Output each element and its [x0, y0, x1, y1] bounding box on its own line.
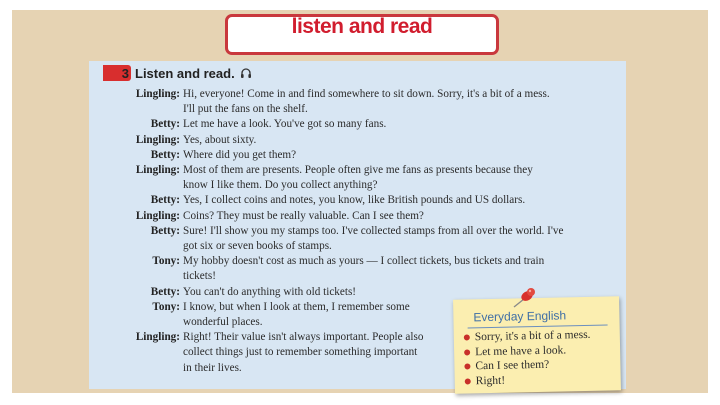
- note-item-text: Let me have a look.: [475, 343, 567, 358]
- slide-title: listen and read: [291, 15, 433, 38]
- speaker: Tony:: [152, 300, 180, 313]
- line-text: Let me have a look. You've got so many fans.: [183, 118, 387, 131]
- line-text: You can't do anything with old tickets!: [183, 285, 357, 298]
- dialogue-line: [89, 224, 626, 239]
- speaker: Lingling:: [135, 209, 180, 222]
- speaker: Lingling:: [135, 331, 180, 344]
- note-title: Everyday English: [473, 308, 567, 325]
- speaker: [89, 269, 183, 284]
- line-text: Yes, about sixty.: [183, 133, 257, 146]
- note-item: [465, 372, 592, 389]
- bullet-icon: [464, 335, 470, 341]
- speaker: Lingling:: [135, 88, 180, 100]
- line-text: Where did you get them?: [183, 148, 297, 161]
- line-text: collect things just to remember something important: [183, 346, 418, 359]
- speaker: [89, 239, 183, 254]
- dialogue-line: [89, 254, 626, 269]
- dialogue-line: [89, 148, 626, 163]
- note-item-text: Sorry, it's a bit of a mess.: [474, 328, 591, 344]
- dialogue-line: [89, 87, 626, 102]
- line-text: I'll put the fans on the shelf.: [183, 103, 308, 116]
- dialogue-line: [89, 193, 626, 208]
- line-text: in their lives.: [183, 361, 242, 374]
- dialogue-line: [89, 239, 626, 254]
- note-item-text: Right!: [475, 374, 506, 388]
- line-text: know I like them. Do you collect anything?: [183, 179, 378, 192]
- dialogue-line: [89, 163, 626, 178]
- dialogue-line: [89, 102, 626, 117]
- speaker: Lingling:: [135, 164, 180, 177]
- line-text: Coins? They must be really valuable. Can I see them?: [183, 209, 424, 222]
- line-text: tickets!: [183, 270, 216, 283]
- speaker: Lingling:: [135, 133, 180, 146]
- everyday-english-note: [453, 296, 621, 393]
- speaker: [89, 315, 183, 330]
- line-text: got six or seven books of stamps.: [183, 240, 332, 253]
- bullet-icon: [464, 349, 470, 355]
- note-list: [464, 328, 592, 389]
- title-box: [225, 14, 499, 55]
- speaker: Betty:: [150, 118, 180, 131]
- section-heading: Listen and read.: [135, 65, 235, 81]
- speaker: Betty:: [150, 194, 180, 207]
- bullet-icon: [465, 378, 471, 384]
- line-text: Yes, I collect coins and notes, you know, like British pounds and US dollars.: [183, 194, 526, 207]
- note-item: [464, 328, 591, 345]
- dialogue-line: [89, 178, 626, 193]
- speaker: [89, 361, 183, 376]
- speaker: Betty:: [150, 148, 180, 161]
- speaker: Tony:: [152, 255, 180, 268]
- section-number: 3: [103, 65, 131, 81]
- section-header: [103, 64, 252, 82]
- dialogue-line: [89, 117, 626, 132]
- line-text: Most of them are presents. People often give me fans as presents because they: [183, 164, 533, 177]
- speaker: [89, 102, 183, 117]
- speaker: Betty:: [150, 285, 180, 298]
- line-text: Right! Their value isn't always important. People also: [183, 331, 424, 344]
- push-pin-icon: [508, 287, 538, 309]
- speaker: [89, 345, 183, 360]
- dialogue-line: [89, 133, 626, 148]
- speaker: [89, 178, 183, 193]
- headphones-icon[interactable]: [240, 67, 252, 79]
- dialogue-line: [89, 209, 626, 224]
- bullet-icon: [464, 364, 470, 370]
- note-item-text: Can I see them?: [475, 358, 550, 373]
- speaker: Betty:: [150, 224, 180, 237]
- line-text: I know, but when I look at them, I remember some: [183, 300, 410, 313]
- line-text: Sure! I'll show you my stamps too. I've collected stamps from all over the world. I've: [183, 224, 564, 237]
- line-text: wonderful places.: [183, 316, 263, 329]
- line-text: Hi, everyone! Come in and find somewhere to sit down. Sorry, it's a bit of a mess.: [183, 88, 550, 100]
- line-text: My hobby doesn't cost as much as yours — I collect tickets, bus tickets and train: [183, 255, 545, 268]
- dialogue-line: [89, 269, 626, 284]
